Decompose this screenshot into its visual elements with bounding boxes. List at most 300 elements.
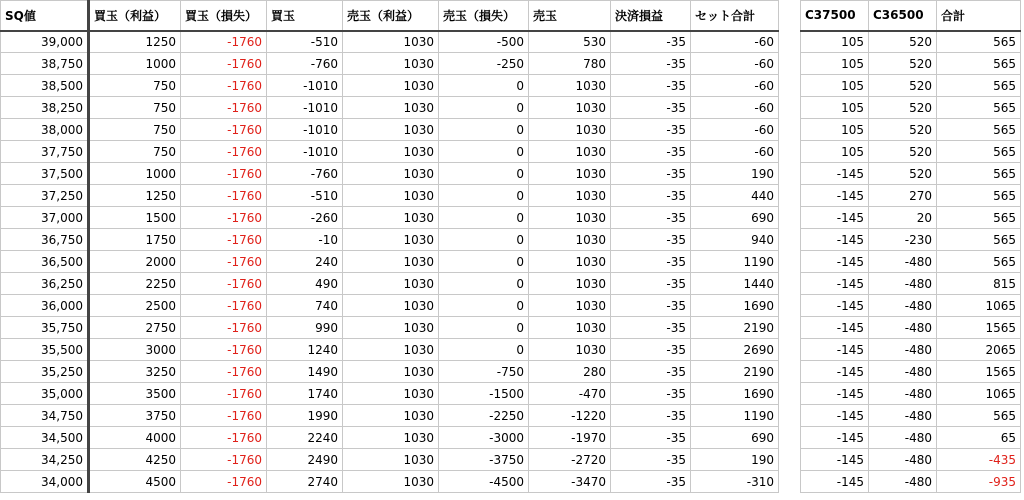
cell-settle[interactable]: -35 xyxy=(611,163,691,185)
cell-buy[interactable]: -260 xyxy=(267,207,343,229)
cell-total[interactable]: 1065 xyxy=(937,383,1021,405)
cell-sell-profit[interactable]: 1030 xyxy=(343,31,439,53)
cell-sell-loss[interactable]: 0 xyxy=(439,141,529,163)
cell-buy-loss[interactable]: -1760 xyxy=(181,295,267,317)
cell-buy[interactable]: 1740 xyxy=(267,383,343,405)
cell-sell[interactable]: 1030 xyxy=(529,207,611,229)
cell-total[interactable]: 565 xyxy=(937,207,1021,229)
cell-sell-profit[interactable]: 1030 xyxy=(343,251,439,273)
column-gap xyxy=(779,163,801,185)
cell-buy-loss[interactable]: -1760 xyxy=(181,141,267,163)
cell-buy-profit[interactable]: 2750 xyxy=(89,317,181,339)
cell-c37500[interactable]: -145 xyxy=(801,229,869,251)
column-gap xyxy=(779,317,801,339)
cell-c37500[interactable]: -145 xyxy=(801,317,869,339)
cell-buy-loss[interactable]: -1760 xyxy=(181,185,267,207)
cell-buy-profit[interactable]: 4250 xyxy=(89,449,181,471)
cell-total[interactable]: 565 xyxy=(937,97,1021,119)
cell-set-total[interactable]: 190 xyxy=(691,449,779,471)
cell-sell-loss[interactable]: 0 xyxy=(439,185,529,207)
cell-c36500[interactable]: -480 xyxy=(869,427,937,449)
cell-sell[interactable]: 1030 xyxy=(529,163,611,185)
cell-buy-loss[interactable]: -1760 xyxy=(181,317,267,339)
cell-settle[interactable]: -35 xyxy=(611,383,691,405)
cell-sell[interactable]: 1030 xyxy=(529,185,611,207)
cell-sq[interactable]: 35,250 xyxy=(1,361,89,383)
cell-settle[interactable]: -35 xyxy=(611,31,691,53)
cell-sell[interactable]: 1030 xyxy=(529,119,611,141)
cell-buy[interactable]: -510 xyxy=(267,31,343,53)
cell-buy[interactable]: -760 xyxy=(267,163,343,185)
cell-sell-loss[interactable]: 0 xyxy=(439,273,529,295)
cell-sq[interactable]: 35,750 xyxy=(1,317,89,339)
cell-sell-loss[interactable]: 0 xyxy=(439,207,529,229)
column-gap xyxy=(779,185,801,207)
cell-sell-profit[interactable]: 1030 xyxy=(343,185,439,207)
cell-c37500[interactable]: 105 xyxy=(801,119,869,141)
cell-buy[interactable]: 2490 xyxy=(267,449,343,471)
cell-sell-profit[interactable]: 1030 xyxy=(343,97,439,119)
cell-sell-profit[interactable]: 1030 xyxy=(343,449,439,471)
column-gap xyxy=(779,339,801,361)
cell-total[interactable]: 565 xyxy=(937,53,1021,75)
cell-total[interactable]: 1065 xyxy=(937,295,1021,317)
cell-sell[interactable]: 1030 xyxy=(529,339,611,361)
cell-c37500[interactable]: -145 xyxy=(801,339,869,361)
cell-sq[interactable]: 35,500 xyxy=(1,339,89,361)
cell-sq[interactable]: 36,250 xyxy=(1,273,89,295)
cell-total[interactable]: 1565 xyxy=(937,361,1021,383)
cell-sell-profit[interactable]: 1030 xyxy=(343,427,439,449)
cell-buy[interactable]: -1010 xyxy=(267,119,343,141)
cell-sq[interactable]: 39,000 xyxy=(1,31,89,53)
cell-sq[interactable]: 34,000 xyxy=(1,471,89,493)
cell-sell[interactable]: 280 xyxy=(529,361,611,383)
cell-settle[interactable]: -35 xyxy=(611,119,691,141)
cell-total[interactable]: 65 xyxy=(937,427,1021,449)
cell-sell[interactable]: 1030 xyxy=(529,251,611,273)
cell-buy[interactable]: -1010 xyxy=(267,75,343,97)
cell-sq[interactable]: 37,500 xyxy=(1,163,89,185)
cell-sell[interactable]: 1030 xyxy=(529,97,611,119)
header-buy[interactable]: 買玉 xyxy=(267,1,343,31)
cell-set-total[interactable]: 2690 xyxy=(691,339,779,361)
header-total[interactable]: 合計 xyxy=(937,1,1021,31)
cell-total[interactable]: 1565 xyxy=(937,317,1021,339)
cell-total[interactable]: 565 xyxy=(937,229,1021,251)
cell-sell-profit[interactable]: 1030 xyxy=(343,383,439,405)
cell-buy-loss[interactable]: -1760 xyxy=(181,31,267,53)
cell-sq[interactable]: 34,250 xyxy=(1,449,89,471)
cell-settle[interactable]: -35 xyxy=(611,405,691,427)
cell-buy-profit[interactable]: 3000 xyxy=(89,339,181,361)
cell-c36500[interactable]: -480 xyxy=(869,449,937,471)
cell-c37500[interactable]: -145 xyxy=(801,471,869,493)
cell-settle[interactable]: -35 xyxy=(611,207,691,229)
cell-buy-loss[interactable]: -1760 xyxy=(181,273,267,295)
cell-sell-loss[interactable]: -250 xyxy=(439,53,529,75)
cell-c36500[interactable]: -480 xyxy=(869,383,937,405)
cell-sell-profit[interactable]: 1030 xyxy=(343,119,439,141)
column-gap xyxy=(779,75,801,97)
cell-c36500[interactable]: -480 xyxy=(869,339,937,361)
cell-buy-profit[interactable]: 2000 xyxy=(89,251,181,273)
cell-set-total[interactable]: 190 xyxy=(691,163,779,185)
cell-set-total[interactable]: -60 xyxy=(691,31,779,53)
cell-buy-profit[interactable]: 750 xyxy=(89,75,181,97)
cell-sell-loss[interactable]: 0 xyxy=(439,75,529,97)
cell-sell-loss[interactable]: 0 xyxy=(439,317,529,339)
cell-sell-profit[interactable]: 1030 xyxy=(343,229,439,251)
cell-sq[interactable]: 37,750 xyxy=(1,141,89,163)
cell-sq[interactable]: 36,750 xyxy=(1,229,89,251)
cell-settle[interactable]: -35 xyxy=(611,361,691,383)
cell-set-total[interactable]: 690 xyxy=(691,207,779,229)
cell-c36500[interactable]: 270 xyxy=(869,185,937,207)
header-c36500[interactable]: C36500 xyxy=(869,1,937,31)
cell-c37500[interactable]: -145 xyxy=(801,427,869,449)
cell-sq[interactable]: 38,000 xyxy=(1,119,89,141)
cell-buy-loss[interactable]: -1760 xyxy=(181,119,267,141)
cell-sell-profit[interactable]: 1030 xyxy=(343,75,439,97)
cell-sell-profit[interactable]: 1030 xyxy=(343,141,439,163)
column-gap xyxy=(779,405,801,427)
table-row xyxy=(1,141,1021,163)
cell-buy-loss[interactable]: -1760 xyxy=(181,361,267,383)
cell-sell[interactable]: 1030 xyxy=(529,317,611,339)
cell-c37500[interactable]: -145 xyxy=(801,273,869,295)
cell-buy-profit[interactable]: 1250 xyxy=(89,185,181,207)
cell-total[interactable]: 2065 xyxy=(937,339,1021,361)
cell-c37500[interactable]: 105 xyxy=(801,141,869,163)
cell-set-total[interactable]: -60 xyxy=(691,53,779,75)
cell-set-total[interactable]: -60 xyxy=(691,141,779,163)
cell-sell-loss[interactable]: 0 xyxy=(439,251,529,273)
cell-sq[interactable]: 37,250 xyxy=(1,185,89,207)
cell-buy[interactable]: 990 xyxy=(267,317,343,339)
cell-total[interactable]: 565 xyxy=(937,185,1021,207)
column-gap xyxy=(779,119,801,141)
cell-settle[interactable]: -35 xyxy=(611,427,691,449)
column-gap xyxy=(779,361,801,383)
header-buy-profit[interactable]: 買玉（利益） xyxy=(89,1,181,31)
cell-sell[interactable]: 1030 xyxy=(529,273,611,295)
cell-sq[interactable]: 34,750 xyxy=(1,405,89,427)
cell-set-total[interactable]: 1690 xyxy=(691,383,779,405)
cell-set-total[interactable]: 2190 xyxy=(691,361,779,383)
cell-c36500[interactable]: 20 xyxy=(869,207,937,229)
header-sell-loss[interactable]: 売玉（損失） xyxy=(439,1,529,31)
cell-buy-profit[interactable]: 750 xyxy=(89,97,181,119)
cell-c36500[interactable]: -480 xyxy=(869,251,937,273)
cell-c37500[interactable]: -145 xyxy=(801,405,869,427)
cell-buy-profit[interactable]: 3500 xyxy=(89,383,181,405)
cell-sell-profit[interactable]: 1030 xyxy=(343,273,439,295)
cell-buy[interactable]: -510 xyxy=(267,185,343,207)
cell-settle[interactable]: -35 xyxy=(611,229,691,251)
cell-sq[interactable]: 35,000 xyxy=(1,383,89,405)
cell-settle[interactable]: -35 xyxy=(611,97,691,119)
cell-settle[interactable]: -35 xyxy=(611,251,691,273)
cell-buy[interactable]: 1490 xyxy=(267,361,343,383)
cell-sell-profit[interactable]: 1030 xyxy=(343,295,439,317)
cell-c37500[interactable]: -145 xyxy=(801,361,869,383)
cell-sell[interactable]: 1030 xyxy=(529,75,611,97)
cell-c36500[interactable]: 520 xyxy=(869,31,937,53)
cell-buy[interactable]: -1010 xyxy=(267,141,343,163)
cell-buy[interactable]: 1240 xyxy=(267,339,343,361)
cell-set-total[interactable]: 940 xyxy=(691,229,779,251)
cell-buy-profit[interactable]: 3750 xyxy=(89,405,181,427)
cell-total[interactable]: 565 xyxy=(937,163,1021,185)
cell-buy-profit[interactable]: 1000 xyxy=(89,163,181,185)
cell-buy[interactable]: -10 xyxy=(267,229,343,251)
cell-sq[interactable]: 34,500 xyxy=(1,427,89,449)
table-row xyxy=(1,229,1021,251)
cell-c36500[interactable]: -480 xyxy=(869,273,937,295)
cell-c37500[interactable]: -145 xyxy=(801,251,869,273)
cell-settle[interactable]: -35 xyxy=(611,53,691,75)
cell-sell-loss[interactable]: -750 xyxy=(439,361,529,383)
cell-buy-loss[interactable]: -1760 xyxy=(181,97,267,119)
cell-settle[interactable]: -35 xyxy=(611,449,691,471)
cell-sell[interactable]: -1970 xyxy=(529,427,611,449)
cell-buy[interactable]: 490 xyxy=(267,273,343,295)
cell-total[interactable]: 565 xyxy=(937,405,1021,427)
cell-sell-profit[interactable]: 1030 xyxy=(343,317,439,339)
table-row xyxy=(1,163,1021,185)
cell-set-total[interactable]: 1690 xyxy=(691,295,779,317)
column-gap xyxy=(779,471,801,493)
column-gap xyxy=(779,207,801,229)
cell-buy[interactable]: -760 xyxy=(267,53,343,75)
column-gap xyxy=(779,1,801,31)
cell-set-total[interactable]: 1440 xyxy=(691,273,779,295)
cell-buy-profit[interactable]: 1500 xyxy=(89,207,181,229)
cell-buy[interactable]: 2240 xyxy=(267,427,343,449)
table-row xyxy=(1,207,1021,229)
cell-buy-profit[interactable]: 2500 xyxy=(89,295,181,317)
cell-buy-profit[interactable]: 2250 xyxy=(89,273,181,295)
header-sq[interactable]: SQ値 xyxy=(1,1,89,31)
cell-settle[interactable]: -35 xyxy=(611,471,691,493)
cell-buy-loss[interactable]: -1760 xyxy=(181,251,267,273)
cell-sell-loss[interactable]: 0 xyxy=(439,229,529,251)
cell-c36500[interactable]: 520 xyxy=(869,163,937,185)
cell-buy-loss[interactable]: -1760 xyxy=(181,405,267,427)
cell-buy-loss[interactable]: -1760 xyxy=(181,75,267,97)
cell-c36500[interactable]: -480 xyxy=(869,295,937,317)
table-row xyxy=(1,383,1021,405)
cell-set-total[interactable]: 1190 xyxy=(691,251,779,273)
cell-buy-loss[interactable]: -1760 xyxy=(181,471,267,493)
table-row xyxy=(1,295,1021,317)
cell-c36500[interactable]: 520 xyxy=(869,53,937,75)
cell-sq[interactable]: 36,500 xyxy=(1,251,89,273)
cell-buy-loss[interactable]: -1760 xyxy=(181,449,267,471)
cell-buy-loss[interactable]: -1760 xyxy=(181,427,267,449)
cell-buy-loss[interactable]: -1760 xyxy=(181,339,267,361)
cell-sell[interactable]: 530 xyxy=(529,31,611,53)
header-sell-profit[interactable]: 売玉（利益） xyxy=(343,1,439,31)
table-row xyxy=(1,53,1021,75)
cell-c37500[interactable]: -145 xyxy=(801,295,869,317)
cell-set-total[interactable]: -60 xyxy=(691,75,779,97)
cell-sell-loss[interactable]: 0 xyxy=(439,163,529,185)
cell-c37500[interactable]: -145 xyxy=(801,207,869,229)
cell-sell-loss[interactable]: -3000 xyxy=(439,427,529,449)
header-sell[interactable]: 売玉 xyxy=(529,1,611,31)
table-row xyxy=(1,361,1021,383)
header-row xyxy=(1,1,1021,31)
cell-sell-loss[interactable]: 0 xyxy=(439,339,529,361)
cell-sell-profit[interactable]: 1030 xyxy=(343,405,439,427)
cell-c36500[interactable]: 520 xyxy=(869,141,937,163)
cell-settle[interactable]: -35 xyxy=(611,141,691,163)
cell-buy-loss[interactable]: -1760 xyxy=(181,53,267,75)
cell-c36500[interactable]: -480 xyxy=(869,317,937,339)
table-row xyxy=(1,339,1021,361)
cell-sell-profit[interactable]: 1030 xyxy=(343,53,439,75)
column-gap xyxy=(779,141,801,163)
cell-settle[interactable]: -35 xyxy=(611,273,691,295)
cell-c36500[interactable]: 520 xyxy=(869,119,937,141)
cell-buy-profit[interactable]: 750 xyxy=(89,141,181,163)
cell-sell[interactable]: 1030 xyxy=(529,295,611,317)
cell-buy-profit[interactable]: 4000 xyxy=(89,427,181,449)
column-gap xyxy=(779,449,801,471)
cell-settle[interactable]: -35 xyxy=(611,75,691,97)
cell-sell[interactable]: -3470 xyxy=(529,471,611,493)
cell-sell-loss[interactable]: 0 xyxy=(439,97,529,119)
cell-c36500[interactable]: -480 xyxy=(869,405,937,427)
cell-buy-profit[interactable]: 1000 xyxy=(89,53,181,75)
cell-c37500[interactable]: -145 xyxy=(801,185,869,207)
table-row xyxy=(1,317,1021,339)
cell-sell-profit[interactable]: 1030 xyxy=(343,339,439,361)
cell-c36500[interactable]: -480 xyxy=(869,361,937,383)
cell-c37500[interactable]: -145 xyxy=(801,383,869,405)
cell-buy[interactable]: -1010 xyxy=(267,97,343,119)
cell-sell[interactable]: -2720 xyxy=(529,449,611,471)
cell-total[interactable]: 565 xyxy=(937,75,1021,97)
column-gap xyxy=(779,31,801,53)
cell-sell-loss[interactable]: 0 xyxy=(439,295,529,317)
cell-total[interactable]: 815 xyxy=(937,273,1021,295)
cell-total[interactable]: -935 xyxy=(937,471,1021,493)
cell-sell-loss[interactable]: 0 xyxy=(439,119,529,141)
cell-total[interactable]: -435 xyxy=(937,449,1021,471)
column-gap xyxy=(779,295,801,317)
cell-sell-loss[interactable]: -500 xyxy=(439,31,529,53)
cell-c37500[interactable]: 105 xyxy=(801,97,869,119)
cell-buy-loss[interactable]: -1760 xyxy=(181,163,267,185)
cell-buy-loss[interactable]: -1760 xyxy=(181,383,267,405)
cell-buy[interactable]: 1990 xyxy=(267,405,343,427)
cell-set-total[interactable]: -60 xyxy=(691,119,779,141)
cell-sq[interactable]: 38,250 xyxy=(1,97,89,119)
column-gap xyxy=(779,273,801,295)
cell-set-total[interactable]: 2190 xyxy=(691,317,779,339)
header-settle[interactable]: 決済損益 xyxy=(611,1,691,31)
cell-buy-profit[interactable]: 750 xyxy=(89,119,181,141)
cell-buy-profit[interactable]: 1750 xyxy=(89,229,181,251)
cell-sq[interactable]: 37,000 xyxy=(1,207,89,229)
cell-sell-profit[interactable]: 1030 xyxy=(343,361,439,383)
cell-sell[interactable]: -1220 xyxy=(529,405,611,427)
cell-set-total[interactable]: -60 xyxy=(691,97,779,119)
header-c37500[interactable]: C37500 xyxy=(801,1,869,31)
table-row xyxy=(1,97,1021,119)
table-row xyxy=(1,449,1021,471)
cell-sell-profit[interactable]: 1030 xyxy=(343,471,439,493)
cell-sell[interactable]: 780 xyxy=(529,53,611,75)
cell-sq[interactable]: 38,750 xyxy=(1,53,89,75)
cell-set-total[interactable]: 690 xyxy=(691,427,779,449)
cell-sell-loss[interactable]: -1500 xyxy=(439,383,529,405)
cell-buy-profit[interactable]: 1250 xyxy=(89,31,181,53)
cell-c37500[interactable]: 105 xyxy=(801,75,869,97)
table-row xyxy=(1,31,1021,53)
cell-buy-loss[interactable]: -1760 xyxy=(181,207,267,229)
table-row xyxy=(1,273,1021,295)
cell-c36500[interactable]: 520 xyxy=(869,97,937,119)
cell-buy-loss[interactable]: -1760 xyxy=(181,229,267,251)
cell-buy[interactable]: 2740 xyxy=(267,471,343,493)
cell-settle[interactable]: -35 xyxy=(611,185,691,207)
cell-total[interactable]: 565 xyxy=(937,141,1021,163)
cell-sell-profit[interactable]: 1030 xyxy=(343,163,439,185)
cell-sq[interactable]: 36,000 xyxy=(1,295,89,317)
cell-set-total[interactable]: 440 xyxy=(691,185,779,207)
cell-sell[interactable]: 1030 xyxy=(529,229,611,251)
cell-buy-profit[interactable]: 3250 xyxy=(89,361,181,383)
cell-c37500[interactable]: 105 xyxy=(801,53,869,75)
cell-settle[interactable]: -35 xyxy=(611,339,691,361)
column-gap xyxy=(779,229,801,251)
cell-settle[interactable]: -35 xyxy=(611,295,691,317)
cell-sell-loss[interactable]: -3750 xyxy=(439,449,529,471)
cell-total[interactable]: 565 xyxy=(937,31,1021,53)
cell-settle[interactable]: -35 xyxy=(611,317,691,339)
cell-sell[interactable]: 1030 xyxy=(529,141,611,163)
cell-c36500[interactable]: -480 xyxy=(869,471,937,493)
cell-sq[interactable]: 38,500 xyxy=(1,75,89,97)
cell-total[interactable]: 565 xyxy=(937,251,1021,273)
cell-set-total[interactable]: 1190 xyxy=(691,405,779,427)
cell-c36500[interactable]: 520 xyxy=(869,75,937,97)
cell-c37500[interactable]: -145 xyxy=(801,449,869,471)
cell-sell-profit[interactable]: 1030 xyxy=(343,207,439,229)
cell-sell[interactable]: -470 xyxy=(529,383,611,405)
cell-c36500[interactable]: -230 xyxy=(869,229,937,251)
cell-set-total[interactable]: -310 xyxy=(691,471,779,493)
table-row xyxy=(1,185,1021,207)
cell-total[interactable]: 565 xyxy=(937,119,1021,141)
column-gap xyxy=(779,97,801,119)
table-row xyxy=(1,471,1021,493)
cell-c37500[interactable]: 105 xyxy=(801,31,869,53)
cell-buy[interactable]: 740 xyxy=(267,295,343,317)
cell-sell-loss[interactable]: -2250 xyxy=(439,405,529,427)
cell-sell-loss[interactable]: -4500 xyxy=(439,471,529,493)
column-gap xyxy=(779,427,801,449)
header-set-total[interactable]: セット合計 xyxy=(691,1,779,31)
header-buy-loss[interactable]: 買玉（損失） xyxy=(181,1,267,31)
cell-c37500[interactable]: -145 xyxy=(801,163,869,185)
cell-buy[interactable]: 240 xyxy=(267,251,343,273)
cell-buy-profit[interactable]: 4500 xyxy=(89,471,181,493)
